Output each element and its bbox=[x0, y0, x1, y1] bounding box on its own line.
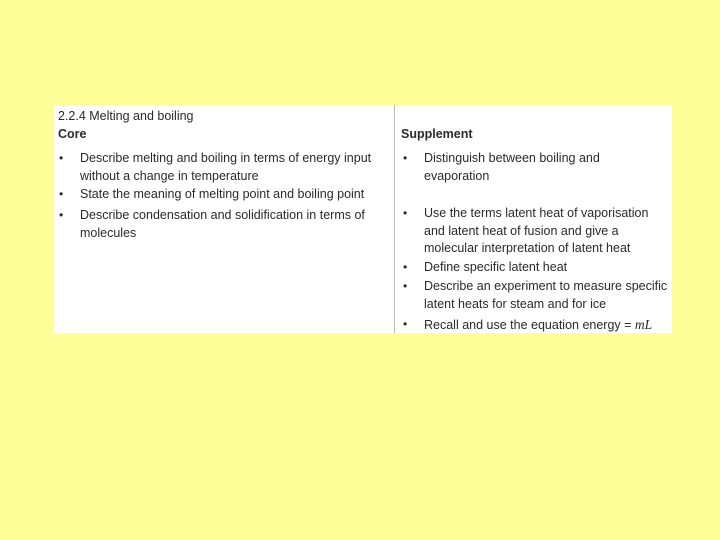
core-item-text: Describe condensation and solidification in terms of molecules bbox=[80, 208, 365, 240]
supplement-item-text: Distinguish between boiling and evaporation bbox=[424, 151, 600, 183]
supplement-item-text: Describe an experiment to measure specific latent heats for steam and for ice bbox=[424, 279, 668, 311]
core-item bbox=[59, 150, 391, 185]
supplement-heading: Supplement bbox=[401, 127, 473, 141]
core-item-text: Describe melting and boiling in terms of energy input without a change in temperature bbox=[80, 151, 372, 183]
bullet-icon: • bbox=[403, 260, 408, 274]
bullet-icon: • bbox=[59, 208, 64, 222]
bullet-icon: • bbox=[403, 151, 408, 165]
bullet-icon: • bbox=[403, 206, 408, 220]
supplement-item-text: Define specific latent heat bbox=[424, 260, 568, 274]
supplement-column bbox=[395, 105, 672, 333]
supplement-item bbox=[403, 205, 669, 258]
bullet-icon: • bbox=[59, 151, 64, 165]
core-item bbox=[59, 186, 391, 204]
bullet-icon: • bbox=[59, 187, 64, 201]
supplement-item bbox=[403, 316, 669, 335]
bullet-icon: • bbox=[403, 317, 408, 331]
supplement-item-text-main: Recall and use the equation energy = bbox=[424, 318, 635, 332]
supplement-item-text bbox=[424, 316, 669, 335]
core-column bbox=[54, 105, 394, 333]
supplement-item bbox=[403, 278, 669, 313]
supplement-item-text: Use the terms latent heat of vaporisation and latent heat of fusion and give a molecular interpretation of latent heat bbox=[424, 206, 649, 255]
bullet-icon: • bbox=[403, 279, 408, 293]
equation-formula: mL bbox=[634, 317, 653, 332]
supplement-item bbox=[403, 259, 669, 277]
section-title: 2.2.4 Melting and boiling bbox=[58, 109, 194, 123]
core-heading: Core bbox=[58, 127, 87, 141]
supplement-item bbox=[403, 150, 621, 185]
syllabus-table bbox=[54, 105, 672, 333]
core-item bbox=[59, 207, 391, 242]
core-item-text: State the meaning of melting point and boiling point bbox=[80, 187, 365, 201]
